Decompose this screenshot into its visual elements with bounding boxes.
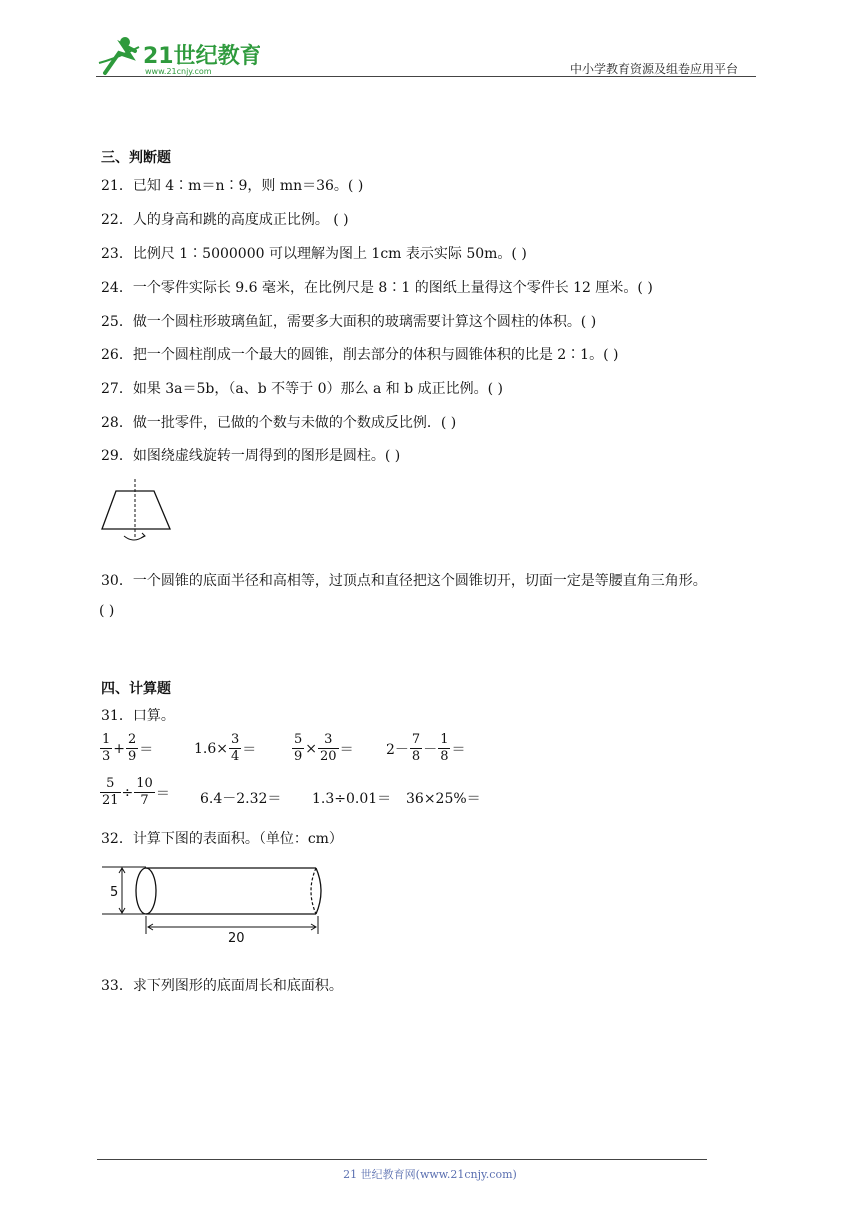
section-title-judgment: 三、判断题	[101, 150, 171, 166]
header-divider	[96, 76, 756, 77]
site-logo	[95, 33, 260, 77]
question-32: 32．计算下图的表面积。（单位：cm）	[101, 831, 343, 847]
expression-1-1: $\frac{1}{3}$ + $\frac{2}{9}$ ＝	[102, 732, 154, 764]
section-title-calculation: 四、计算题	[101, 681, 171, 697]
question-30-answer-blank: ( )	[99, 603, 115, 619]
fraction: $\frac{3}{20}$	[320, 732, 337, 764]
expression-2-3: 1.3÷0.01＝	[312, 791, 392, 807]
logo-text: 21世纪教育	[143, 44, 260, 69]
expression-2-1: $\frac{5}{21}$ ÷ $\frac{10}{7}$ ＝	[102, 776, 170, 808]
logo-url: www.21cnjy.com	[145, 67, 212, 76]
question-28: 28．做一批零件，已做的个数与未做的个数成反比例．( )	[101, 415, 457, 431]
question-31: 31．口算。	[101, 708, 175, 724]
question-27: 27．如果 3a＝5b，（a、b 不等于 0）那么 a 和 b 成正比例。( )	[101, 381, 503, 397]
question-29: 29．如图绕虚线旋转一周得到的图形是圆柱。( )	[101, 448, 401, 464]
footer-text: 21 世纪教育网(www.21cnjy.com)	[343, 1168, 517, 1181]
expression-1-3: $\frac{5}{9}$ × $\frac{3}{20}$ ＝	[294, 732, 354, 764]
fraction: $\frac{7}{8}$	[411, 732, 421, 764]
expression-1-4: 2－ $\frac{7}{8}$ － $\frac{1}{8}$ ＝	[386, 732, 466, 764]
trapezoid-rotation-figure	[98, 478, 178, 548]
question-33: 33．求下列图形的底面周长和底面积。	[101, 978, 343, 994]
fraction: $\frac{10}{7}$	[136, 776, 153, 808]
fraction: $\frac{3}{4}$	[231, 732, 240, 764]
question-23: 23．比例尺 1∶5000000 可以理解为图上 1cm 表示实际 50m。( )	[101, 246, 527, 262]
question-24: 24．一个零件实际长 9.6 毫米，在比例尺是 8∶1 的图纸上量得这个零件长 12 厘米。( )	[101, 280, 653, 296]
question-26: 26．把一个圆柱削成一个最大的圆锥，削去部分的体积与圆锥体积的比是 2∶1。( )	[101, 347, 619, 363]
question-21: 21．已知 4∶m＝n∶9，则 mn＝36。( )	[101, 178, 364, 194]
expression-2-4: 36×25%＝	[406, 791, 481, 807]
dim-length-label: 20	[228, 931, 245, 946]
expression-1-2: 1.6× $\frac{3}{4}$ ＝	[194, 732, 257, 764]
fraction: $\frac{5}{21}$	[102, 776, 119, 808]
expression-2-2: 6.4－2.32＝	[200, 791, 282, 807]
fraction: $\frac{1}{8}$	[440, 732, 449, 764]
header-platform-text: 中小学教育资源及组卷应用平台	[570, 62, 739, 76]
fraction: $\frac{1}{3}$	[102, 732, 111, 764]
question-30: 30．一个圆锥的底面半径和高相等，过顶点和直径把这个圆锥切开，切面一定是等腰直角三角形。	[101, 573, 707, 589]
fraction: $\frac{5}{9}$	[294, 732, 303, 764]
question-25: 25．做一个圆柱形玻璃鱼缸，需要多大面积的玻璃需要计算这个圆柱的体积。( )	[101, 314, 597, 330]
fraction: $\frac{2}{9}$	[128, 732, 137, 764]
footer-divider	[97, 1159, 707, 1160]
question-22: 22．人的身高和跳的高度成正比例。 ( )	[101, 212, 349, 228]
cylinder-figure	[100, 858, 340, 948]
dim-height-label: 5	[110, 885, 119, 900]
